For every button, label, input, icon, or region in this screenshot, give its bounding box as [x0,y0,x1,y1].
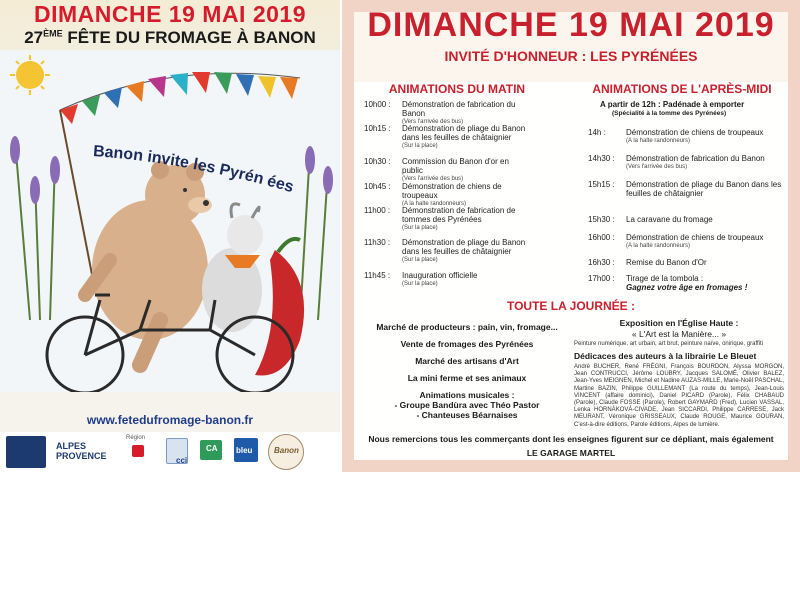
afternoon-event [588,274,788,296]
event-time: 11h45 : [364,271,391,280]
event-desc: Démonstration de fabrication du Banon [626,154,765,163]
event-desc: Tirage de la tombola : [626,274,704,283]
event-sub: (Sur la place) [402,225,438,231]
event-desc: Démonstration de pliage du Banon dans les feuilles de châtaignier [402,238,526,256]
morning-event [364,238,544,268]
afternoon-event [588,258,788,272]
afternoon-event [588,215,788,229]
event-time: 10h00 : [364,100,391,109]
event-desc: La caravane du fromage [626,215,713,224]
sponsor-bleu: bleu [236,446,253,455]
poster-url-link[interactable]: www.fetedufromage-banon.fr [86,413,254,427]
poster-fete-title [0,28,340,48]
morning-heading: ANIMATIONS DU MATIN [388,82,526,96]
sponsors-bar [0,432,340,472]
event-desc: Démonstration de chiens de troupeaux [402,182,502,200]
event-time: 14h30 : [588,154,615,163]
edition-number: 27 [24,28,44,47]
event-desc: Inauguration officielle [402,271,478,280]
sponsor-cci: cci [176,456,188,465]
poster-date-title: DIMANCHE 19 MAI 2019 [33,1,307,27]
program-title: DIMANCHE 19 MAI 2019 [367,6,775,44]
sponsor-provence: PROVENCE [56,451,107,461]
morning-event [364,182,544,207]
afternoon-event [588,154,788,176]
event-desc: Démonstration de pliage du Banon dans les feuilles de châtaignier [402,124,526,142]
event-time: 11h30 : [364,238,391,247]
sponsor-alpes: ALPES [56,441,87,451]
all-day-item: Marché de producteurs : pain, vin, fromage... [376,322,558,332]
thanks-text: Nous remercions tous les commerçants dont les enseignes figurent sur ce dépliant, mais également [368,434,774,444]
morning-event [364,100,544,125]
event-sub: (Sur la place) [402,281,438,287]
sun-icon [10,55,50,95]
event-desc: Commission du Banon d'or en public [402,157,509,175]
sponsor-ca: CA [206,444,218,453]
afternoon-event [588,128,788,150]
event-time: 14h : [588,128,606,137]
event-sub: (Vers l'arrivée des bus) [402,119,464,125]
slogan [88,128,328,203]
event-desc: Démonstration de chiens de troupeaux [626,128,764,137]
exhibition-title: Exposition en l'Église Haute : [619,318,739,328]
afternoon-intro: A partir de 12h : Padénade à emporter [600,100,745,109]
event-desc: Démonstration de fabrication de tommes des Pyrénées [402,206,516,224]
event-time: 10h15 : [364,124,391,133]
event-time: 15h30 : [588,215,615,224]
event-desc: Remise du Banon d'Or [626,258,707,267]
poster-illustration [0,0,340,432]
region-logo-icon [132,445,144,457]
all-day-item: - Groupe Bandùra avec Théo Pastor [394,400,540,410]
sponsor-banon: Banon [274,446,299,455]
event-sub: (A la halte randonneurs) [402,201,467,207]
event-sub: (A la halte randonneurs) [626,138,691,144]
event-sub: (Vers l'arrivée des bus) [626,164,688,170]
event-sub: Gagnez votre âge en fromages ! [626,283,748,292]
event-time: 16h00 : [588,233,615,242]
event-time: 10h45 : [364,182,391,191]
morning-event [364,124,544,154]
all-day-heading: TOUTE LA JOURNÉE : [506,299,635,313]
all-day-item: Vente de fromages des Pyrénées [400,339,534,349]
afternoon-event [588,180,788,210]
exhibition-sub: Peinture numérique, art urbain, art brut, peinture naïve, onirique, graffiti [574,341,763,347]
event-desc: Démonstration de fabrication du Banon [402,100,516,118]
dedications-title: Dédicaces des auteurs à la librairie Le Bleuet [574,351,757,361]
edition-suffix: ÈME [43,28,63,39]
all-day-item: La mini ferme et ses animaux [407,373,527,383]
svg-text:Banon invite les Pyrén ées [93,143,296,196]
afternoon-intro-sub: (Spécialité à la tomme des Pyrénées) [612,110,727,117]
guest-of-honour: INVITÉ D'HONNEUR : LES PYRÉNÉES [444,48,698,64]
event-sub: (A la halte randonneurs) [626,243,691,249]
all-day-item: Marché des artisans d'Art [415,356,519,366]
event-desc: Démonstration de pliage du Banon dans les feuilles de châtaignier [626,180,782,198]
all-day-item: Animations musicales : [419,390,515,400]
event-sub: (Sur la place) [402,143,438,149]
sponsor-region: Région [126,435,146,441]
morning-event [364,157,544,182]
event-time: 15h15 : [588,180,615,189]
event-desc: Démonstration de chiens de troupeaux [626,233,764,242]
afternoon-heading: ANIMATIONS DE L'APRÈS-MIDI [592,82,772,96]
all-day-item: - Chanteuses Béarnaises [416,410,518,420]
afternoon-event [588,233,788,255]
fete-name: FÊTE DU FROMAGE À BANON [67,28,316,47]
dedications-authors: André BUCHER, René FRÉGNI, François BOURDON, Alyssa MORGON, Jean CONTRUCCI, Jérôme LOUBRY, Jacques SALOMÉ, Olivier BALEZ, Jean-Yves MEIGNEN, Michel et Nadine AUZAS-MILLE, Marie-Noël PASCHAL, Martine BAZIN, Philippe GUILLEMANT (La route du temps), Jean-Louis VINCENT (affaire dominici), Daniel PICARD (Parole), Félix CHABAUD (Parole), Claude FOSSE (Parole), Robert GAYMARD (Fred), Lucien VASSAL, Lenka HORNÁKOVÁ-CIVADE, Jean SICCARDI, Philippe CARRESE, Jack MEURANT, Véronique GRISSEAUX, Claude ROUGE, Maurice GOURAN, C'est-à-dire éditions, Parole éditions, Alpes de lumière. [574,364,784,428]
morning-event [364,206,544,236]
event-sub: (Sur la place) [402,257,438,263]
left-poster [0,0,340,472]
event-sub: (Vers l'arrivée des bus) [402,176,464,182]
slogan-text: Banon invite les Pyrén ées [92,143,296,197]
morning-event [364,271,544,293]
sponsor-logo-tours [6,436,46,468]
event-time: 10h30 : [364,157,391,166]
garage-name: LE GARAGE MARTEL [526,448,616,458]
event-time: 17h00 : [588,274,615,283]
exhibition-name: « L'Art est la Manière... » [631,329,727,339]
event-time: 11h00 : [364,206,391,215]
event-time: 16h30 : [588,258,615,267]
right-poster [342,0,800,472]
